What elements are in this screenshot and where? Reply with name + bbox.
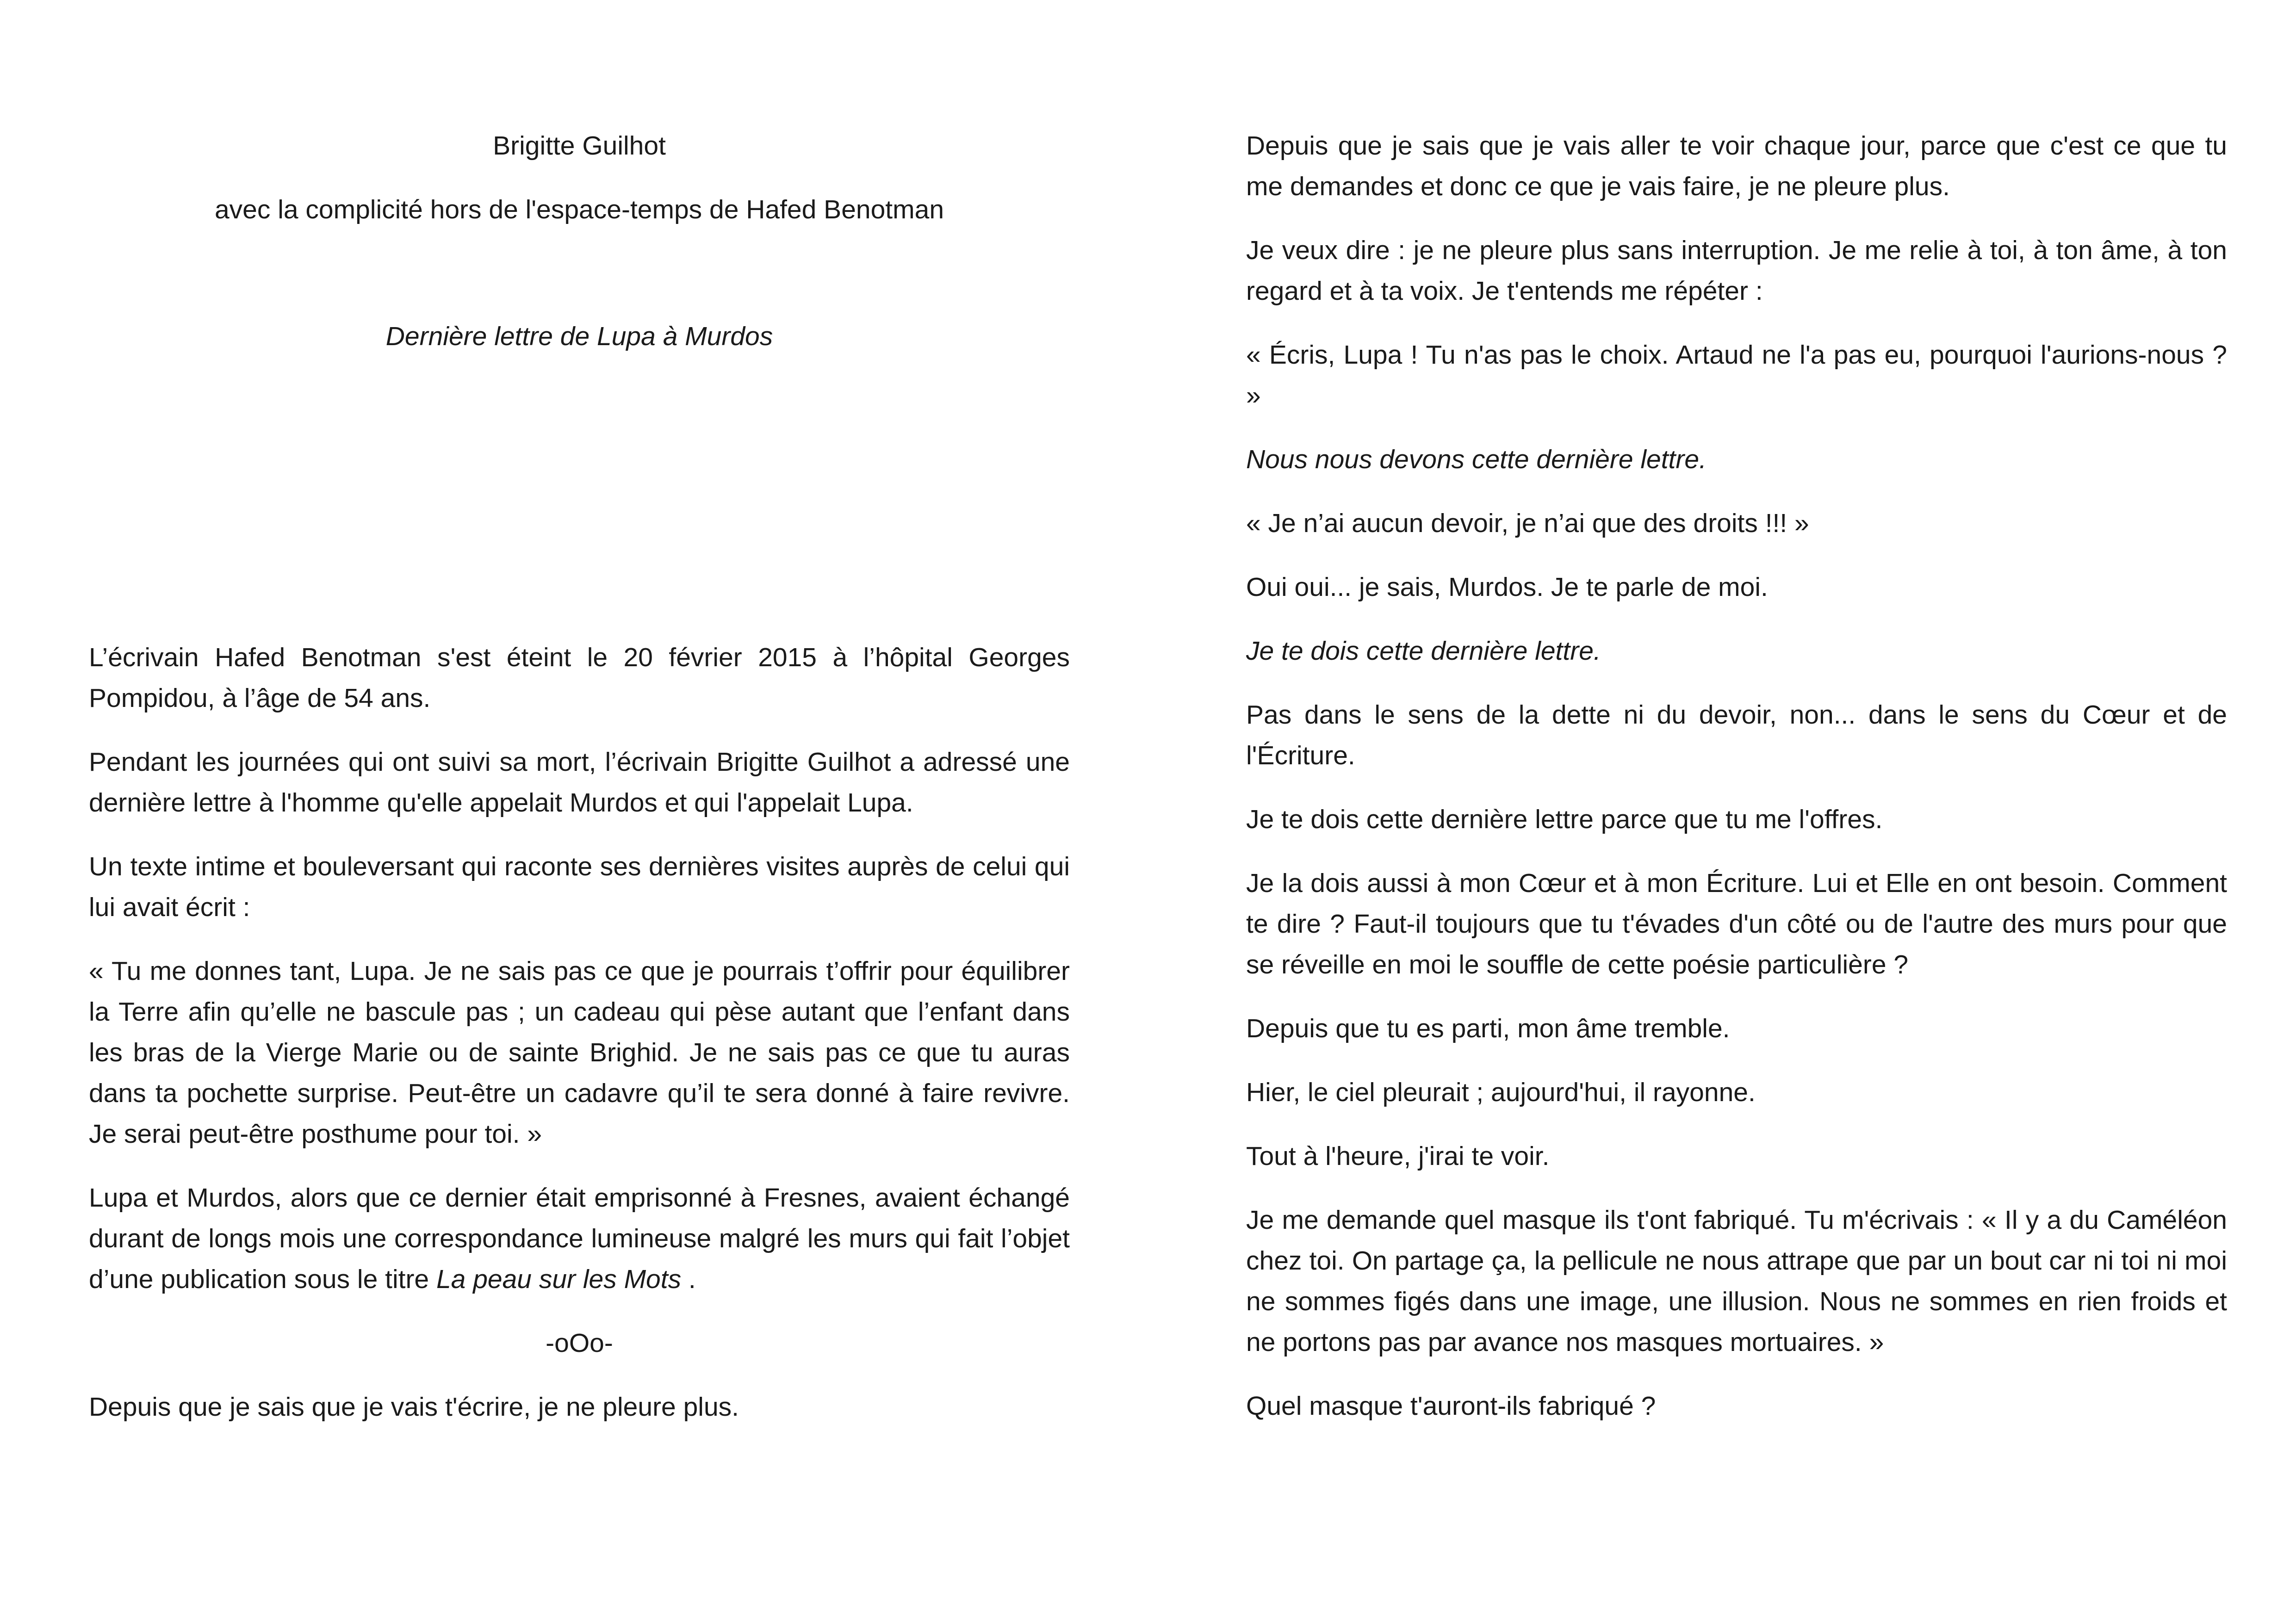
publication-text: Lupa et Murdos, alors que ce dernier était emprisonné à Fresnes, avaient échangé durant de longs mois une correspondance lumineuse malgré les murs qui fait l’objet d’une publication sous le titre xyxy=(89,1183,1070,1294)
letter-text xyxy=(1246,125,2227,1426)
letter-opening-paragraph: Depuis que je sais que je vais t'écrire, je ne pleure plus. xyxy=(89,1392,739,1422)
intro-paragraph-1: L’écrivain Hafed Benotman s'est éteint le 20 février 2015 à l’hôpital Georges Pompidou, à l’âge de 54 ans. xyxy=(89,643,1070,713)
quote-paragraph: « Tu me donnes tant, Lupa. Je ne sais pas ce que je pourrais t’offrir pour équilibrer la Terre afin qu’elle ne bascule pas ; un cadeau qui pèse autant que l’enfant dans les bras de la Vierge Marie ou de sainte Brighid. Je ne sais pas ce que tu auras dans ta pochette surprise. Peut-être un cadavre qu’il te sera donné à faire revivre. Je serai peut-être posthume pour toi. » xyxy=(89,956,1070,1149)
letter-paragraph-11: Depuis que tu es parti, mon âme tremble. xyxy=(1246,1014,1730,1043)
letter-paragraph-12: Hier, le ciel pleurait ; aujourd'hui, il rayonne. xyxy=(1246,1078,1756,1107)
author-name: Brigitte Guilhot xyxy=(493,131,666,161)
complicity-line: avec la complicité hors de l'espace-temps de Hafed Benotman xyxy=(214,195,944,224)
introduction-text xyxy=(89,637,1070,1427)
letter-paragraph-15: Quel masque t'auront-ils fabriqué ? xyxy=(1246,1391,1656,1421)
publication-title: La peau sur les Mots xyxy=(436,1264,682,1294)
section-separator: -oOo- xyxy=(546,1328,613,1358)
letter-paragraph-4: Nous nous devons cette dernière lettre. xyxy=(1246,445,1706,474)
letter-paragraph-7: Je te dois cette dernière lettre. xyxy=(1246,636,1601,666)
letter-paragraph-5: « Je n’ai aucun devoir, je n’ai que des droits !!! » xyxy=(1246,508,1809,538)
letter-paragraph-10: Je la dois aussi à mon Cœur et à mon Écriture. Lui et Elle en ont besoin. Comment te dire ? Faut-il toujours que tu t'évades d'un côté ou de l'autre des murs pour que se réveille en moi le souffle de cette poésie particulière ? xyxy=(1246,868,2227,979)
letter-paragraph-13: Tout à l'heure, j'irai te voir. xyxy=(1246,1141,1550,1171)
intro-paragraph-2: Pendant les journées qui ont suivi sa mort, l’écrivain Brigitte Guilhot a adressé une dernière lettre à l'homme qu'elle appelait Murdos et qui l'appelait Lupa. xyxy=(89,747,1070,818)
letter-paragraph-9: Je te dois cette dernière lettre parce que tu me l'offres. xyxy=(1246,805,1883,834)
publication-ending: . xyxy=(681,1264,696,1294)
letter-paragraph-1: Depuis que je sais que je vais aller te voir chaque jour, parce que c'est ce que tu me demandes et donc ce que je vais faire, je ne pleure plus. xyxy=(1246,131,2227,201)
publication-paragraph xyxy=(89,1177,1070,1300)
letter-paragraph-8: Pas dans le sens de la dette ni du devoir, non... dans le sens du Cœur et de l'Écriture. xyxy=(1246,700,2227,770)
letter-paragraph-2: Je veux dire : je ne pleure plus sans interruption. Je me relie à toi, à ton âme, à ton regard et à ta voix. Je t'entends me répéter : xyxy=(1246,235,2227,306)
document-title: Dernière lettre de Lupa à Murdos xyxy=(385,322,773,351)
letter-paragraph-3: « Écris, Lupa ! Tu n'as pas le choix. Artaud ne l'a pas eu, pourquoi l'aurions-nous ? » xyxy=(1246,340,2227,410)
intro-paragraph-3: Un texte intime et bouleversant qui raconte ses dernières visites auprès de celui qui lui avait écrit : xyxy=(89,852,1070,922)
letter-paragraph-14: Je me demande quel masque ils t'ont fabriqué. Tu m'écrivais : « Il y a du Caméléon chez toi. On partage ça, la pellicule ne nous attrape que par un bout car ni toi ni moi ne sommes figés dans une image, une illusion. Nous ne sommes en rien froids et ne portons pas par avance nos masques mortuaires. » xyxy=(1246,1205,2227,1357)
letter-paragraph-6: Oui oui... je sais, Murdos. Je te parle de moi. xyxy=(1246,572,1768,602)
